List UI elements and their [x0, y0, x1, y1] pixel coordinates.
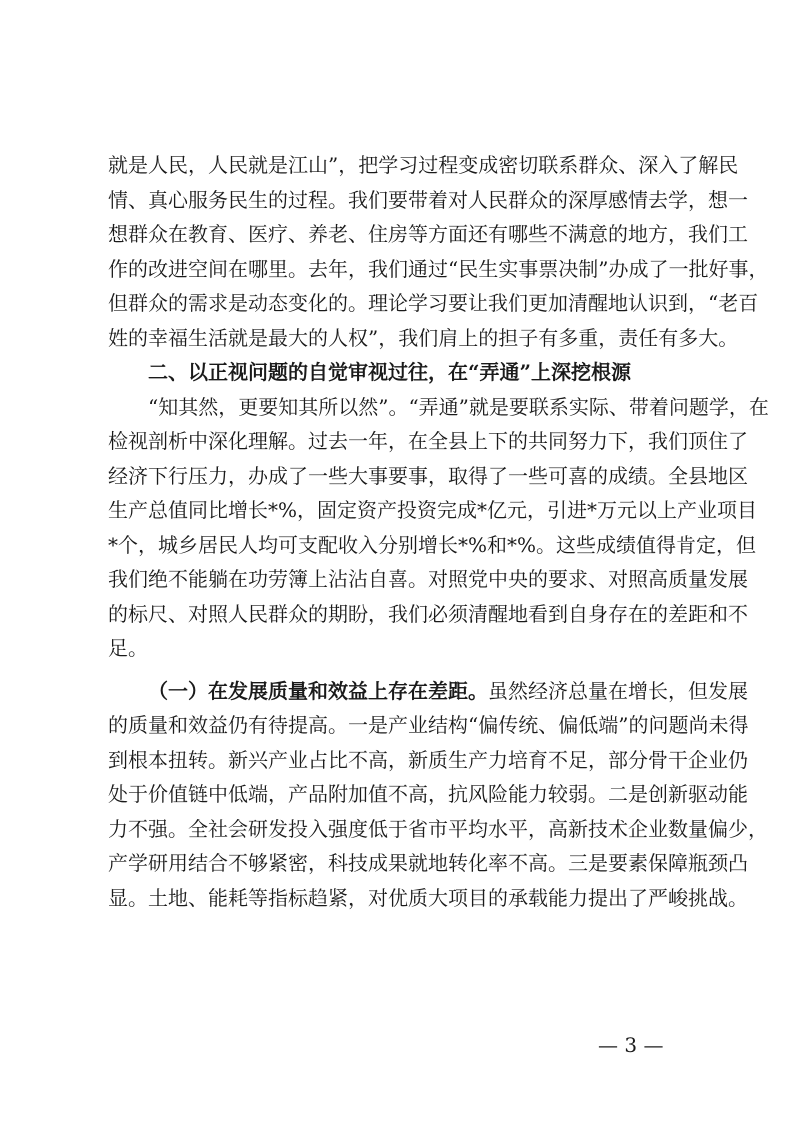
- text-line: “知其然，更要知其所以然”。“弄通”就是要联系实际、带着问题学，在: [148, 394, 769, 419]
- text-line: 的标尺、对照人民群众的期盼，我们必须清醒地看到自身存在的差距和不: [108, 601, 748, 626]
- text-line: 经济下行压力，办成了一些大事要事，取得了一些可喜的成绩。全县地区: [108, 463, 748, 488]
- paragraph-3: [108, 674, 768, 916]
- text-line: 姓的幸福生活就是最大的人权”，我们肩上的担子有多重，责任有多大。: [108, 325, 739, 350]
- text-line: 想群众在教育、医疗、养老、住房等方面还有哪些不满意的地方，我们工: [108, 222, 748, 246]
- text-line: 检视剖析中深化理解。过去一年，在全县上下的共同努力下，我们顶住了: [108, 429, 748, 453]
- text-line: [108, 674, 748, 709]
- subsection-lead: （一）在发展质量和效益上存在差距。: [148, 678, 488, 703]
- page-number: — 3 —: [598, 1033, 664, 1057]
- text-span: 虽然经济总量在增长，但发展: [488, 678, 748, 703]
- text-line: 显。土地、能耗等指标趋紧，对优质大项目的承载能力提出了严峻挑战。: [108, 885, 748, 910]
- text-line: 到根本扭转。新兴产业占比不高，新质生产力培育不足，部分骨干企业仍: [108, 747, 748, 772]
- text-line: 产学研用结合不够紧密，科技成果就地转化率不高。三是要素保障瓶颈凸: [108, 851, 748, 875]
- text-line: 但群众的需求是动态变化的。理论学习要让我们更加清醒地认识到，“老百: [108, 291, 759, 315]
- text-line: 作的改进空间在哪里。去年，我们通过“民生实事票决制”办成了一批好事，: [108, 256, 769, 281]
- section-heading: 二、以正视问题的自觉审视过往，在“弄通”上深挖根源: [148, 360, 632, 384]
- document-page: [108, 148, 769, 915]
- paragraph-1: [108, 148, 769, 355]
- text-line: 的质量和效益仍有待提高。一是产业结构“偏传统、偏低端”的问题尚未得: [108, 713, 749, 737]
- text-line: 情、真心服务民生的过程。我们要带着对人民群众的深厚感情去学，想一: [108, 187, 748, 212]
- paragraph-2: [108, 390, 769, 666]
- text-line: 就是人民，人民就是江山”，把学习过程变成密切联系群众、深入了解民: [108, 153, 739, 177]
- text-line: 足。: [108, 636, 148, 660]
- text-line: 生产总值同比增长*%，固定资产投资完成*亿元，引进*万元以上产业项目: [108, 498, 758, 522]
- text-line: *个，城乡居民人均可支配收入分别增长*%和*%。这些成绩值得肯定，但: [108, 532, 757, 557]
- text-line: 力不强。全社会研发投入强度低于省市平均水平，高新技术企业数量偏少，: [108, 816, 768, 841]
- text-line: 我们绝不能躺在功劳簿上沾沾自喜。对照党中央的要求、对照高质量发展: [108, 567, 748, 591]
- text-line: 处于价值链中低端，产品附加值不高，抗风险能力较弱。二是创新驱动能: [108, 782, 748, 806]
